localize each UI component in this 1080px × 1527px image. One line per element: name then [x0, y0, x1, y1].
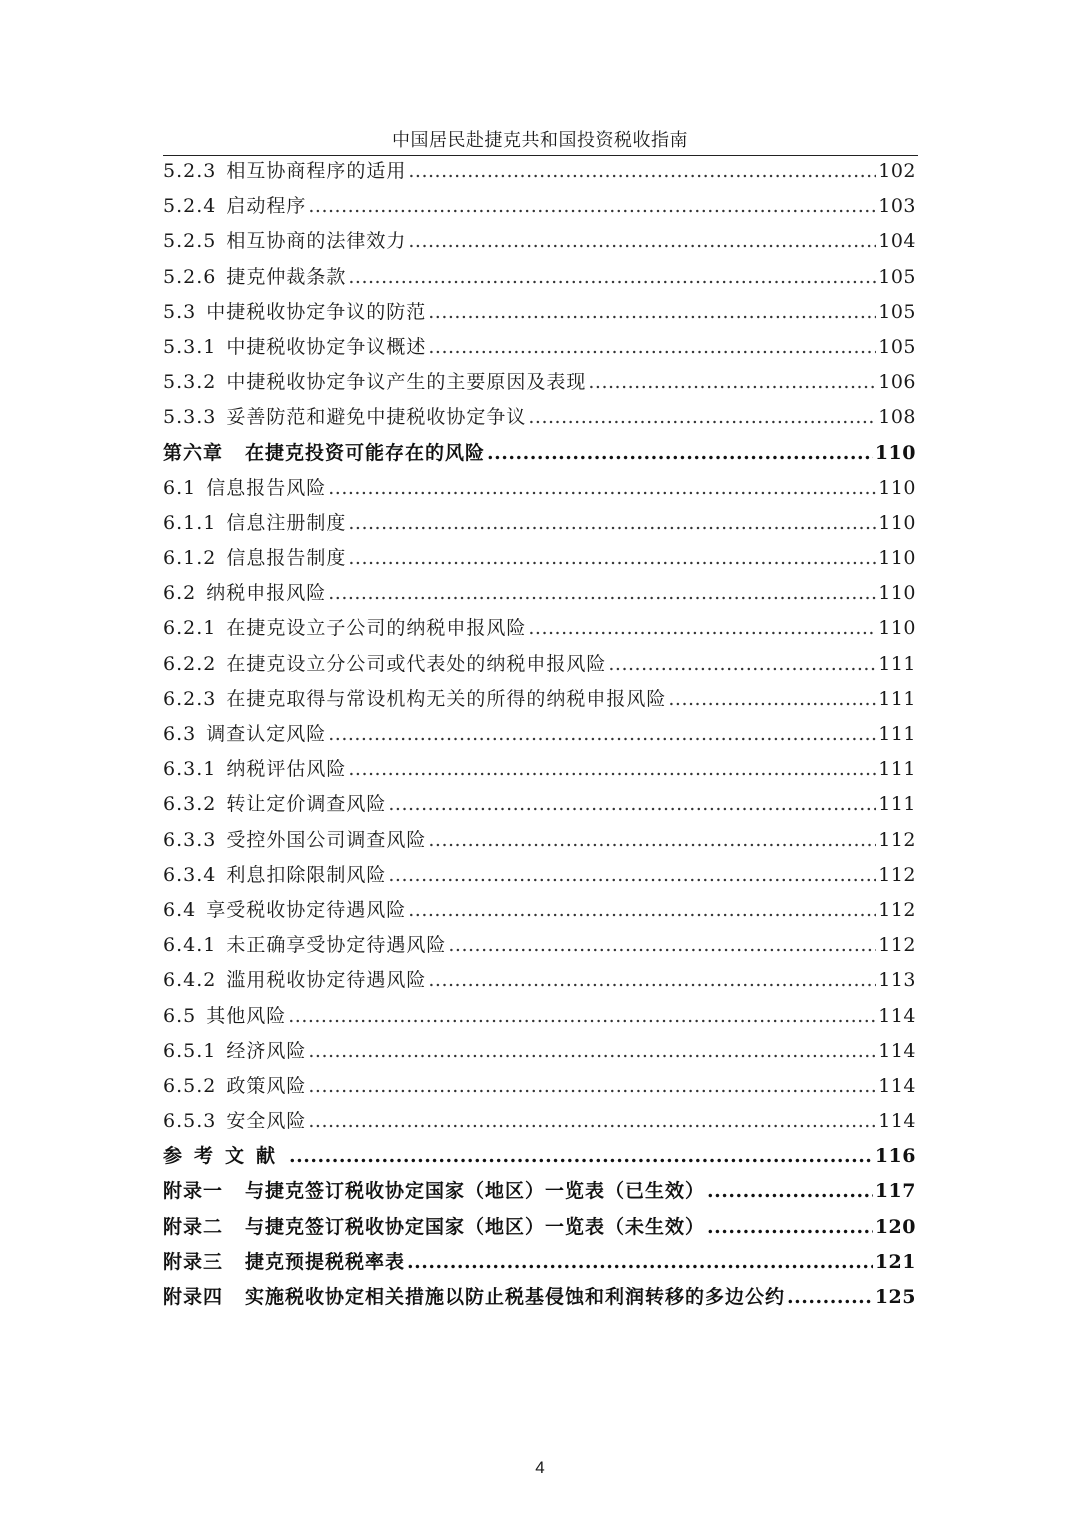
toc-dot-leader	[588, 365, 876, 400]
toc-entry-title: 未正确享受协定待遇风险	[226, 934, 447, 957]
toc-entry[interactable]	[163, 893, 916, 928]
toc-entry-title: 中捷税收协定争议产生的主要原因及表现	[226, 371, 587, 394]
toc-entry[interactable]	[163, 1034, 916, 1069]
toc-page-number: 110	[878, 582, 916, 605]
toc-entry[interactable]	[163, 224, 916, 259]
toc-entry-number: 5.3.3	[163, 406, 217, 429]
toc-entry-title: 安全风险	[226, 1110, 307, 1133]
toc-entry-number: 5.3.1	[163, 335, 217, 358]
toc-page-number: 116	[874, 1145, 916, 1168]
toc-dot-leader	[428, 295, 876, 330]
toc-entry-number: 6.3.2	[163, 793, 217, 816]
toc-entry-title: 捷克预提税税率表	[245, 1250, 406, 1273]
toc-entry-title: 与捷克签订税收协定国家（地区）一览表（未生效）	[245, 1215, 706, 1238]
toc-page-number: 105	[878, 300, 916, 323]
toc-entry-title: 受控外国公司调查风险	[226, 828, 427, 851]
toc-page-number: 120	[874, 1215, 916, 1238]
toc-entry[interactable]	[163, 1069, 916, 1104]
toc-entry[interactable]	[163, 999, 916, 1034]
toc-entry-title: 滥用税收协定待遇风险	[226, 969, 427, 992]
toc-entry-number: 6.2.1	[163, 617, 217, 640]
toc-entry-number: 6.1.1	[163, 511, 217, 534]
toc-dot-leader	[388, 858, 876, 893]
toc-dot-leader	[448, 928, 876, 963]
toc-dot-leader	[328, 717, 876, 752]
toc-entry[interactable]	[163, 1280, 916, 1315]
toc-page-number: 103	[878, 195, 916, 218]
toc-page-number: 105	[878, 265, 916, 288]
toc-entry[interactable]	[163, 752, 916, 787]
toc-entry[interactable]	[163, 330, 916, 365]
toc-entry-number: 第六章	[163, 441, 224, 464]
toc-entry-number: 5.2.5	[163, 230, 217, 253]
toc-page-number: 102	[878, 160, 916, 182]
toc-entry-title: 经济风险	[226, 1039, 307, 1062]
running-header: 中国居民赴捷克共和国投资税收指南	[392, 130, 688, 151]
toc-entry[interactable]	[163, 365, 916, 400]
toc-dot-leader	[308, 1034, 876, 1069]
toc-dot-leader	[308, 1104, 876, 1139]
toc-entry[interactable]	[163, 682, 916, 717]
toc-page-number: 112	[878, 898, 916, 921]
toc-entry-number: 参考文献	[163, 1145, 288, 1168]
toc-page-number: 117	[874, 1180, 916, 1203]
toc-entry[interactable]	[163, 611, 916, 646]
toc-entry[interactable]	[163, 1139, 916, 1174]
toc-entry-title: 妥善防范和避免中捷税收协定争议	[226, 406, 527, 429]
toc-page-number: 114	[878, 1074, 916, 1097]
toc-dot-leader	[308, 189, 876, 224]
toc-dot-leader	[668, 682, 876, 717]
toc-dot-leader	[528, 611, 876, 646]
toc-entry[interactable]	[163, 260, 916, 295]
toc-page-number: 111	[878, 793, 916, 816]
toc-page-number: 112	[878, 863, 916, 886]
toc-page-number: 121	[874, 1250, 916, 1273]
toc-entry[interactable]	[163, 154, 916, 189]
toc-dot-leader	[407, 1245, 873, 1280]
toc-page-number: 110	[878, 511, 916, 534]
toc-entry-title: 纳税申报风险	[206, 582, 327, 605]
toc-dot-leader	[787, 1280, 873, 1315]
toc-entry-number: 6.5.2	[163, 1074, 217, 1097]
toc-entry-title: 在捷克设立子公司的纳税申报风险	[226, 617, 527, 640]
toc-entry[interactable]	[163, 858, 916, 893]
toc-page-number: 104	[878, 230, 916, 253]
toc-entry-title: 调查认定风险	[206, 723, 327, 745]
toc-dot-leader	[288, 999, 876, 1034]
toc-entry-number: 附录一	[163, 1180, 224, 1203]
toc-entry[interactable]	[163, 963, 916, 998]
toc-dot-leader	[348, 506, 876, 541]
toc-page-number: 112	[878, 934, 916, 957]
toc-entry-title: 实施税收协定相关措施以防止税基侵蚀和利润转移的多边公约	[245, 1286, 786, 1308]
toc-entry-number: 6.1.2	[163, 547, 217, 570]
toc-dot-leader	[348, 752, 876, 787]
toc-page-number: 105	[878, 335, 916, 358]
toc-entry-number: 6.2.3	[163, 687, 217, 710]
toc-dot-leader	[707, 1174, 873, 1209]
toc-entry-number: 6.3	[163, 723, 197, 745]
toc-entry[interactable]	[163, 1104, 916, 1139]
toc-entry[interactable]	[163, 506, 916, 541]
toc-page-number: 112	[878, 828, 916, 851]
toc-entry[interactable]	[163, 1245, 916, 1280]
toc-entry-number: 6.3.3	[163, 828, 217, 851]
toc-entry[interactable]	[163, 541, 916, 576]
toc-entry-title: 中捷税收协定争议概述	[226, 335, 427, 358]
toc-dot-leader	[428, 823, 876, 858]
toc-entry-title: 信息报告风险	[206, 476, 327, 499]
toc-entry-title: 在捷克取得与常设机构无关的所得的纳税申报风险	[226, 687, 667, 710]
toc-entry-number: 5.2.3	[163, 160, 217, 182]
toc-entry[interactable]	[163, 1174, 916, 1209]
toc-entry-title: 信息注册制度	[226, 511, 347, 534]
toc-dot-leader	[608, 647, 876, 682]
toc-page-number: 111	[878, 687, 916, 710]
toc-dot-leader	[428, 330, 876, 365]
toc-entry-number: 附录四	[163, 1286, 224, 1308]
toc-dot-leader	[348, 541, 876, 576]
toc-dot-leader	[408, 224, 876, 259]
toc-entry-title: 中捷税收协定争议的防范	[206, 300, 427, 323]
toc-page-number: 125	[874, 1286, 916, 1308]
toc-entry-number: 6.5.3	[163, 1110, 217, 1133]
toc-entry-number: 6.1	[163, 476, 197, 499]
page-number: 4	[535, 1458, 545, 1477]
table-of-contents	[163, 154, 916, 1315]
toc-page-number: 110	[878, 476, 916, 499]
toc-entry-number: 5.2.6	[163, 265, 217, 288]
toc-entry-title: 纳税评估风险	[226, 758, 347, 781]
toc-entry[interactable]	[163, 471, 916, 506]
toc-page-number: 111	[878, 723, 916, 745]
toc-entry[interactable]	[163, 823, 916, 858]
toc-dot-leader	[328, 576, 876, 611]
toc-entry-title: 信息报告制度	[226, 547, 347, 570]
toc-entry-number: 6.3.1	[163, 758, 217, 781]
toc-entry[interactable]	[163, 295, 916, 330]
toc-entry-title: 在捷克设立分公司或代表处的纳税申报风险	[226, 652, 607, 675]
toc-entry-number: 6.4.2	[163, 969, 217, 992]
toc-dot-leader	[348, 260, 876, 295]
toc-entry-title: 捷克仲裁条款	[226, 265, 347, 288]
toc-page-number: 111	[878, 758, 916, 781]
toc-entry[interactable]	[163, 647, 916, 682]
toc-entry-number: 附录三	[163, 1250, 224, 1273]
toc-entry[interactable]	[163, 1210, 916, 1245]
toc-entry-number: 6.4.1	[163, 934, 217, 957]
toc-entry-number: 6.5	[163, 1004, 197, 1027]
toc-entry-title: 相互协商程序的适用	[226, 160, 407, 182]
toc-entry[interactable]	[163, 576, 916, 611]
toc-page-number: 108	[878, 406, 916, 429]
toc-entry-number: 5.3	[163, 300, 197, 323]
toc-dot-leader	[707, 1210, 873, 1245]
toc-dot-leader	[428, 963, 876, 998]
toc-entry-title: 转让定价调查风险	[226, 793, 387, 816]
toc-entry-title: 其他风险	[206, 1004, 287, 1027]
toc-page-number: 114	[878, 1110, 916, 1133]
toc-entry-title: 政策风险	[226, 1074, 307, 1097]
toc-dot-leader	[528, 400, 876, 435]
toc-entry[interactable]	[163, 400, 916, 435]
toc-dot-leader	[308, 1069, 876, 1104]
toc-entry-number: 6.2	[163, 582, 197, 605]
toc-page-number: 113	[878, 969, 916, 992]
toc-dot-leader	[328, 471, 876, 506]
toc-entry-number: 6.2.2	[163, 652, 217, 675]
toc-dot-leader	[408, 154, 876, 189]
toc-entry-number: 6.3.4	[163, 863, 217, 886]
toc-page-number: 111	[878, 652, 916, 675]
toc-entry[interactable]	[163, 436, 916, 471]
toc-page-number: 114	[878, 1004, 916, 1027]
toc-dot-leader	[487, 436, 873, 471]
toc-entry-title: 相互协商的法律效力	[226, 230, 407, 253]
toc-entry[interactable]	[163, 928, 916, 963]
toc-page-number: 110	[878, 547, 916, 570]
toc-entry-title: 与捷克签订税收协定国家（地区）一览表（已生效）	[245, 1180, 706, 1203]
toc-entry-number: 附录二	[163, 1215, 224, 1238]
toc-page-number: 106	[878, 371, 916, 394]
toc-dot-leader	[289, 1139, 873, 1174]
toc-dot-leader	[408, 893, 876, 928]
toc-entry[interactable]	[163, 189, 916, 224]
toc-page-number: 114	[878, 1039, 916, 1062]
toc-entry-title: 享受税收协定待遇风险	[206, 898, 407, 921]
toc-page-number: 110	[874, 441, 916, 464]
toc-entry-title: 利息扣除限制风险	[226, 863, 387, 886]
toc-entry-number: 6.5.1	[163, 1039, 217, 1062]
toc-dot-leader	[388, 787, 876, 822]
toc-page-number: 110	[878, 617, 916, 640]
toc-entry-number: 5.3.2	[163, 371, 217, 394]
toc-entry[interactable]	[163, 787, 916, 822]
toc-entry-title: 在捷克投资可能存在的风险	[245, 441, 486, 464]
toc-entry-number: 5.2.4	[163, 195, 217, 218]
toc-entry-number: 6.4	[163, 898, 197, 921]
toc-entry[interactable]	[163, 717, 916, 752]
toc-entry-title: 启动程序	[226, 195, 307, 218]
